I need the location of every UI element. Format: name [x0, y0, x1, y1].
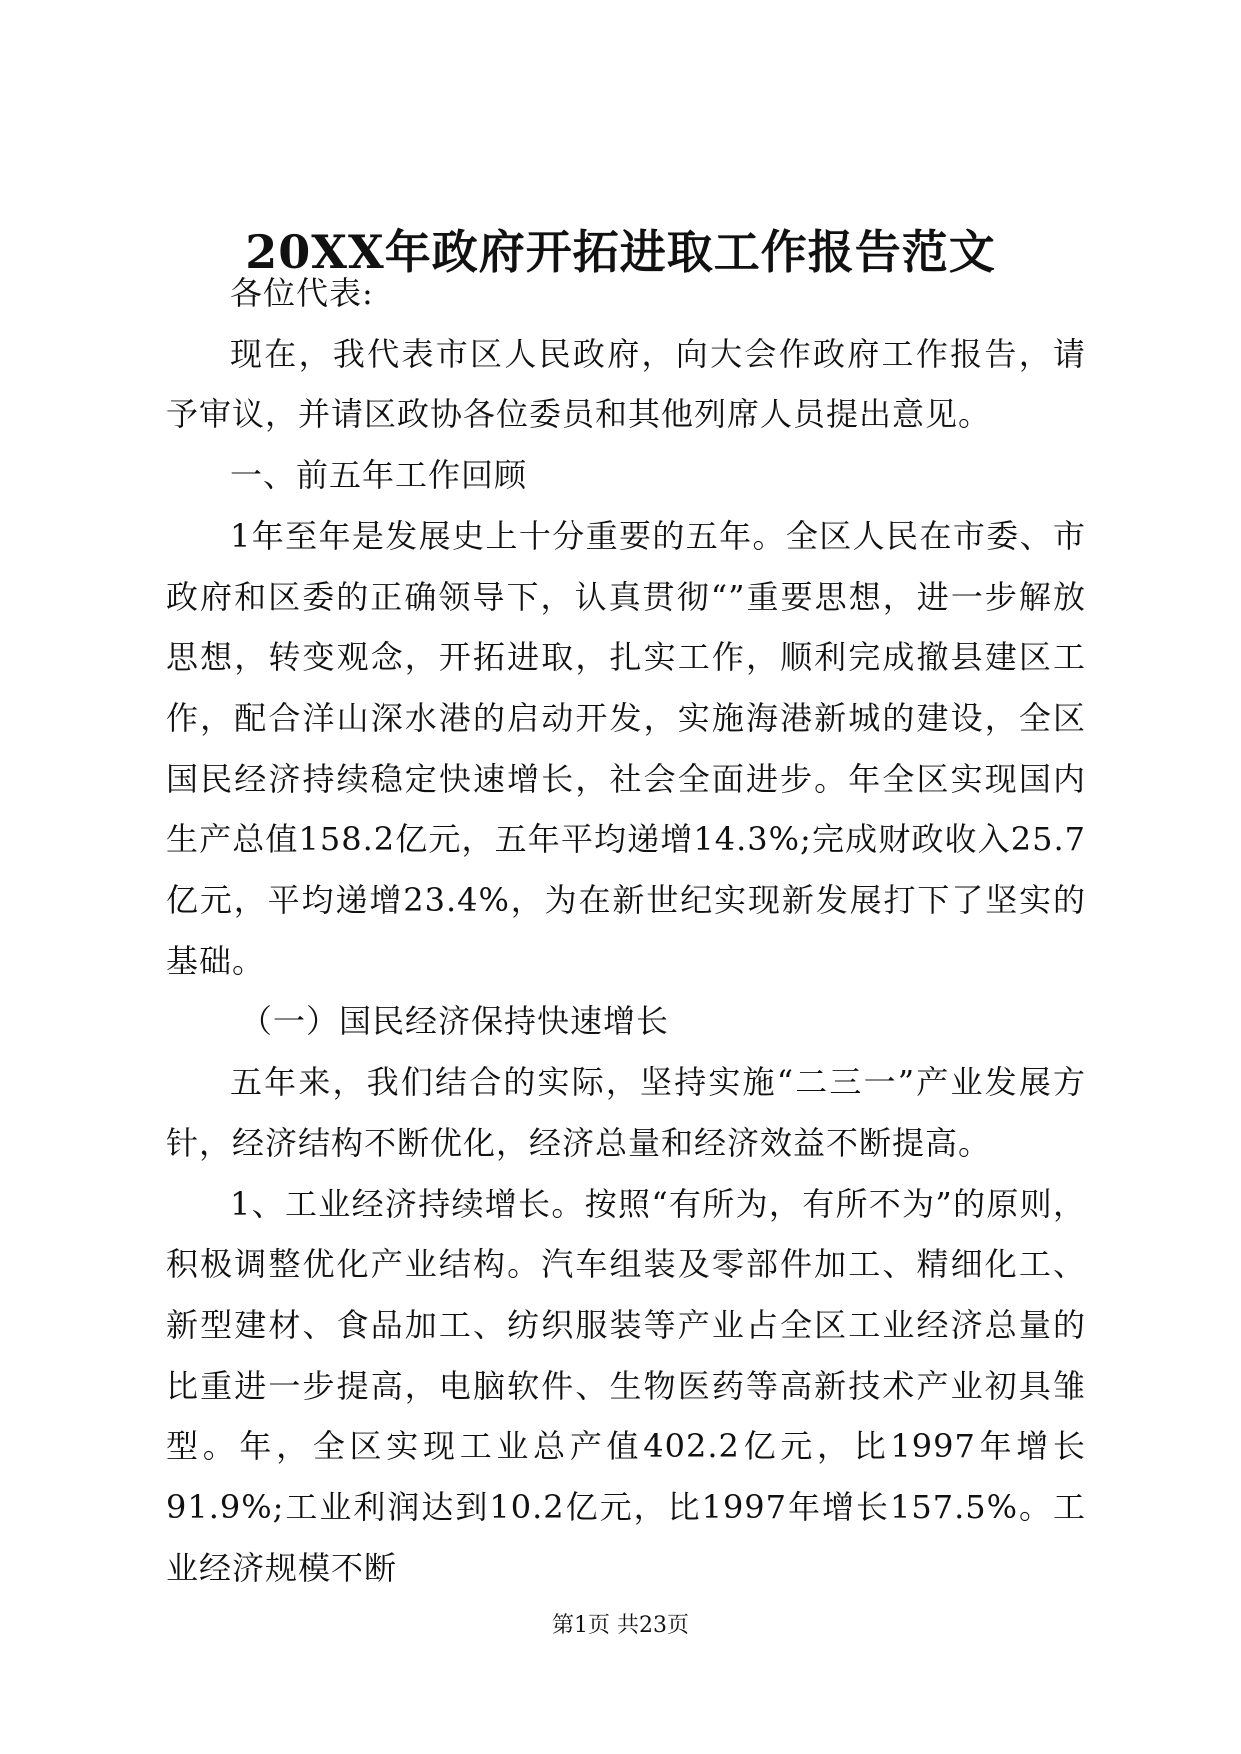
document-title: 20XX年政府开拓进取工作报告范文 — [245, 225, 996, 279]
document-body — [166, 263, 1086, 1598]
industry-paragraph: 1、工业经济持续增长。按照“有所为，有所不为”的原则，积极调整优化产业结构。汽车组装及零部件加工、精细化工、新型建材、食品加工、纺织服装等产业占全区工业经济总量的比重进一步提高，电脑软件、生物医药等高新技术产业初具雏型。年，全区实现工业总产值402.2亿元，比1997年增长91.9%;工业利润达到10.2亿元，比1997年增长157.5%。工业经济规模不断 — [166, 1184, 1086, 1587]
intro-paragraph: 现在，我代表市区人民政府，向大会作政府工作报告，请予审议，并请区政协各位委员和其他列席人员提出意见。 — [166, 334, 1086, 434]
review-paragraph: 1年至年是发展史上十分重要的五年。全区人民在市委、市政府和区委的正确领导下，认真贯彻“”重要思想，进一步解放思想，转变观念，开拓进取，扎实工作，顺利完成撤县建区工作，配合洋山深水港的启动开发，实施海港新城的建设，全区国民经济持续稳定快速增长，社会全面进步。年全区实现国内生产总值158.2亿元，五年平均递增14.3%;完成财政收入25.7亿元，平均递增23.4%，为在新世纪实现新发展打下了坚实的基础。 — [166, 516, 1086, 980]
section-heading: 一、前五年工作回顾 — [230, 456, 528, 495]
salutation: 各位代表: — [230, 274, 374, 312]
page-footer: 第1页 共23页 — [552, 1613, 689, 1638]
subsection-heading: （一）国民经济保持快速增长 — [240, 1002, 670, 1041]
economy-paragraph: 五年来，我们结合的实际，坚持实施“二三一”产业发展方针，经济结构不断优化，经济总量和经济效益不断提高。 — [166, 1063, 1086, 1162]
